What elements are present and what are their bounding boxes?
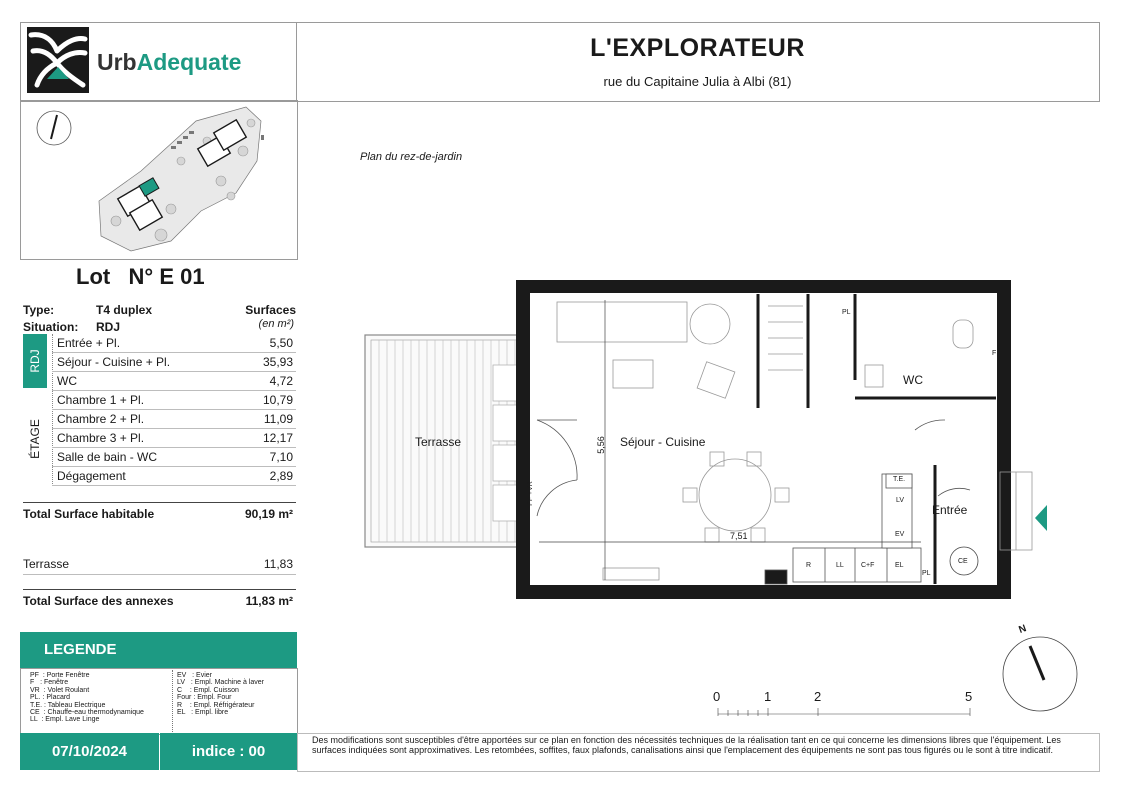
logo-text-dark: Urb: [97, 49, 137, 75]
date-bar: [20, 733, 159, 770]
total-habitable-rule: [23, 502, 296, 503]
north-compass-icon: [998, 628, 1082, 712]
dim-vertical: 5,56: [595, 436, 606, 454]
surfaces-header: Surfaces: [245, 303, 296, 317]
room-area: 5,50: [269, 336, 293, 350]
legend-divider: [172, 670, 174, 732]
room-name: Chambre 3 + Pl.: [57, 431, 145, 445]
pl-label-bottom: PL: [922, 570, 931, 577]
legend-left-list: PF : Porte Fenêtre F : Fenêtre VR : Volet Roulant PL. : Placard T.E. : Tableau Electrique CE : Chauffe-eau thermodynamique LL : Empl. Lave Linge: [30, 672, 144, 724]
logo-wordmark: [97, 49, 241, 76]
room-row: [52, 448, 296, 467]
room-name: Chambre 2 + Pl.: [57, 412, 145, 426]
total-annexes-value: 11,83 m²: [245, 594, 293, 608]
type-label: Type:: [23, 303, 55, 317]
lot-label: Lot: [76, 264, 111, 289]
site-map-north-arrow-icon: [51, 115, 57, 139]
room-row: [52, 429, 296, 448]
north-label: N: [1017, 623, 1028, 636]
situation-value: RDJ: [96, 320, 121, 334]
logo-text-green: Adequate: [136, 49, 242, 75]
terrasse-label: Terrasse: [415, 435, 462, 449]
legend-title: LEGENDE: [44, 641, 117, 658]
ce-label: CE: [958, 558, 968, 565]
room-row: [52, 410, 296, 429]
etage-group-label: ÉTAGE: [28, 419, 42, 459]
total-annexes-rule: [23, 589, 296, 590]
logo: [27, 27, 89, 93]
room-name: Dégagement: [57, 469, 126, 483]
rdj-group-label: RDJ: [28, 349, 42, 373]
scale-tick-2: 2: [814, 689, 822, 704]
room-row: [52, 372, 296, 391]
unit-label: (en m²): [258, 318, 294, 330]
ll-label: LL: [836, 562, 844, 569]
project-address: rue du Capitaine Julia à Albi (81): [603, 74, 792, 89]
room-name: Entrée + Pl.: [57, 336, 121, 350]
scale-tick-0: 0: [713, 689, 721, 704]
room-row: [52, 334, 296, 353]
total-habitable-value: 90,19 m²: [244, 507, 293, 521]
r-label: R: [806, 562, 812, 569]
disclaimer-text: Des modifications sont susceptibles d'être apportées sur ce plan en fonction des nécessités techniques de la réalisation tant en ce qui concerne les dimensions libres que l'équipement. Les surfaces indiquées sont approximatives. Les retombées, soffites, faux plafonds, canalisations ainsi que l'emplacement des équipements ne sont pas tous figurés ou le sont à titre indicatif.: [312, 735, 1061, 755]
situation-label: Situation:: [23, 320, 79, 334]
lv-label: LV: [896, 497, 905, 504]
scale-tick-1: 1: [764, 689, 772, 704]
el-label: EL: [895, 562, 904, 569]
entree-label: Entrée: [932, 503, 968, 517]
cf-label: C+F: [861, 562, 875, 569]
pl-label-top: PL: [842, 309, 851, 316]
logo-mark-icon: [27, 27, 89, 93]
window-f-label: F: [992, 350, 997, 357]
room-name: Chambre 1 + Pl.: [57, 393, 145, 407]
room-area: 7,10: [269, 450, 293, 464]
room-area: 12,17: [262, 431, 293, 445]
indice-bar: [160, 733, 297, 770]
plan-indice: indice : 00: [191, 743, 266, 760]
dim-horizontal: 7,51: [730, 531, 748, 541]
scale-tick-5: 5: [965, 689, 973, 704]
legend-header: [20, 632, 297, 668]
terrasse-label: Terrasse: [23, 557, 70, 571]
room-row: [52, 353, 296, 372]
room-area: 11,09: [263, 412, 293, 426]
total-habitable-label: Total Surface habitable: [23, 507, 155, 521]
room-area: 35,93: [262, 355, 293, 369]
scale-bar: [710, 704, 980, 718]
project-title: L'EXPLORATEUR: [590, 34, 805, 62]
te-label: T.E.: [893, 476, 906, 483]
room-area: 2,89: [269, 469, 293, 483]
room-name: Salle de bain - WC: [57, 450, 158, 464]
sejour-label: Séjour - Cuisine: [620, 435, 706, 449]
room-area: 4,72: [269, 374, 293, 388]
ev-label: EV: [895, 531, 905, 538]
room-name: WC: [57, 374, 77, 388]
terrasse-value: 11,83: [263, 557, 293, 571]
pf-vr-label: PF +VR: [526, 481, 534, 506]
entrance-marker-icon: [1035, 505, 1047, 531]
type-value: T4 duplex: [96, 303, 153, 317]
plan-caption: Plan du rez-de-jardin: [360, 151, 463, 163]
total-annexes-label: Total Surface des annexes: [23, 594, 174, 608]
plan-date: 07/10/2024: [51, 743, 128, 760]
room-row: [52, 391, 296, 410]
lot-number: N° E 01: [128, 264, 205, 289]
room-row: [52, 467, 296, 486]
lot-title: [76, 264, 205, 290]
terrasse-row: [23, 556, 296, 575]
room-name: Séjour - Cuisine + Pl.: [57, 355, 171, 369]
wc-label: WC: [903, 373, 923, 387]
site-map: [21, 101, 295, 257]
legend-right-list: EV : Evier LV : Empl. Machine à laver C : Empl. Cuisson Four : Empl. Four R : Empl. Réfrigérateur EL : Empl. libre: [177, 672, 265, 717]
room-area: 10,79: [262, 393, 293, 407]
